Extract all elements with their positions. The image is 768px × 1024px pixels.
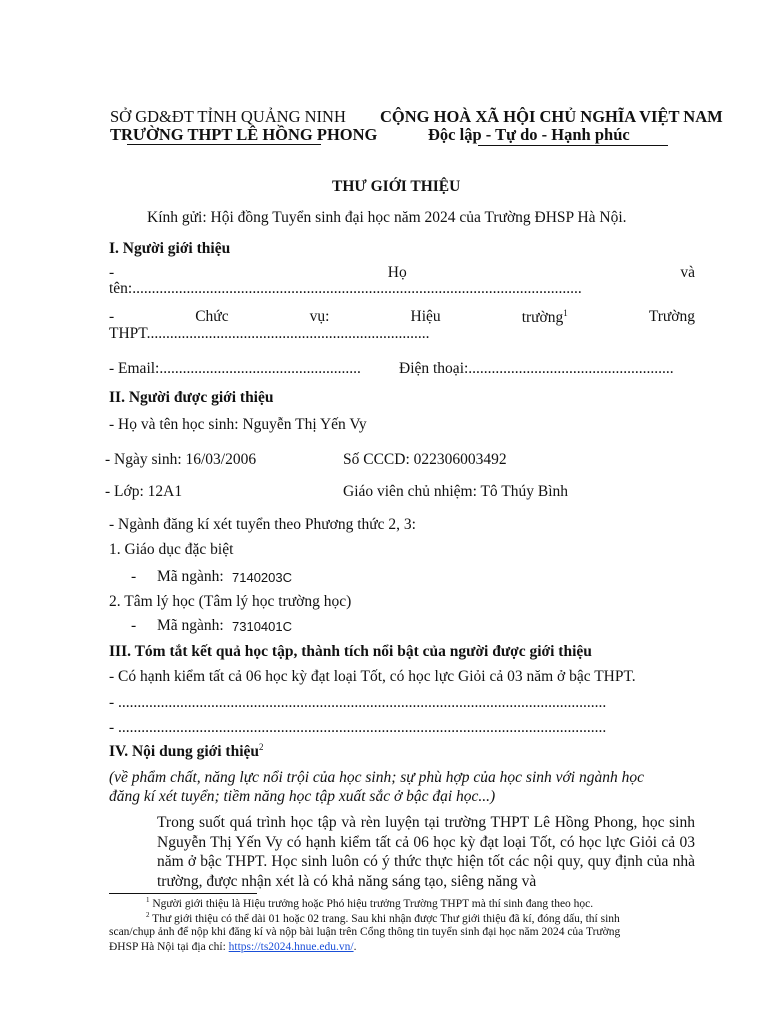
school-name: TRƯỜNG THPT LÊ HỒNG PHONG [110, 125, 378, 144]
major-2-name: 2. Tâm lý học (Tâm lý học trường học) [109, 593, 352, 610]
letter-title: THƯ GIỚI THIỆU [332, 178, 461, 195]
footnote-1: $^1$ Người giới thiệu là Hiệu trưởng hoặc Phó hiệu trưởng Trường THPT mà thí sinh đang theo học. [146, 896, 594, 910]
majors-intro: - Ngành đăng kí xét tuyển theo Phương thức 2, 3: [109, 516, 416, 533]
student-id-card: Số CCCD: 022306003492 [343, 451, 507, 468]
achievement-line-3: - .............................................................................................................................. [109, 719, 607, 736]
department-name: SỞ GD&ĐT TỈNH QUẢNG NINH [110, 107, 346, 126]
major-1-dash: - [131, 568, 137, 585]
major-2-dash: - [131, 617, 137, 634]
name-dash: - [109, 264, 115, 281]
major-1-name: 1. Giáo dục đặc biệt [109, 541, 234, 558]
section-3-heading: III. Tóm tắt kết quả học tập, thành tích nổi bật của người được giới thiệu [109, 643, 592, 660]
section-4-note-line-2: đăng kí xét tuyển; tiềm năng học tập xuất sắc ở bậc đại học...) [109, 788, 496, 805]
major-2-code-label: Mã ngành: [157, 617, 224, 634]
name-word-va: và [680, 264, 695, 281]
footnote-2-line-1: $^2$ Thư giới thiệu có thể dài 01 hoặc 02 trang. Sau khi nhận được Thư giới thiệu đã kí, đóng dấu, thí sinh [146, 911, 620, 925]
student-name: - Họ và tên học sinh: Nguyễn Thị Yến Vy [109, 416, 367, 433]
student-class: - Lớp: 12A1 [105, 483, 183, 500]
homeroom-teacher: Giáo viên chủ nhiệm: Tô Thúy Bình [343, 483, 569, 500]
name-fill-line: tên:.................................................................................................................... [109, 280, 582, 297]
phone-field: Điện thoại:..................................................... [399, 360, 674, 377]
student-dob: - Ngày sinh: 16/03/2006 [105, 451, 257, 468]
footnote-separator [109, 893, 257, 894]
position-dash: - [109, 308, 115, 325]
major-2-code: 7310401C [232, 619, 292, 634]
position-word-hieu: Hiệu [410, 308, 441, 325]
achievement-line-1: - Có hạnh kiểm tất cả 06 học kỳ đạt loại Tốt, có học lực Giỏi cả 03 năm ở bậc THPT. [109, 668, 636, 685]
name-word-ho: Họ [387, 264, 407, 281]
footnote-2-line-3: ĐHSP Hà Nội tại địa chỉ: https://ts2024.hnue.edu.vn/. [109, 941, 357, 953]
section-4-note-line-1: (về phẩm chất, năng lực nổi trội của học sinh; sự phù hợp của học sinh với ngành học [109, 769, 644, 786]
national-motto: Độc lập - Tự do - Hạnh phúc [428, 125, 630, 144]
footnote-ref-1: 1 [563, 308, 568, 318]
school-name-underline [127, 144, 321, 145]
motto-underline [478, 145, 668, 146]
section-2-heading: II. Người được giới thiệu [109, 389, 274, 406]
position-word-truong: trường$^1$ [521, 308, 568, 327]
section-4-heading: IV. Nội dung giới thiệu$^2$ [109, 742, 264, 761]
section-1-heading: I. Người giới thiệu [109, 240, 231, 257]
position-fill-line: THPT......................................................................... [109, 325, 430, 343]
admission-portal-link[interactable]: https://ts2024.hnue.edu.vn/ [228, 941, 354, 953]
major-1-code: 7140203C [232, 570, 292, 585]
footnote-ref-2: 2 [259, 742, 264, 752]
email-field: - Email:.................................................... [109, 360, 361, 377]
major-1-code-label: Mã ngành: [157, 568, 224, 585]
position-word-vu: vụ: [309, 308, 330, 325]
referrer-position-field [109, 308, 695, 343]
recommendation-paragraph: Trong suốt quá trình học tập và rèn luyện tại trường THPT Lê Hồng Phong, học sinh Nguyễn Thị Yến Vy có hạnh kiểm tất cả 06 học kỳ đạt loại Tốt, có học lực Giỏi cả 03 năm ở bậc THPT. Học sinh luôn có ý thức thực hiện tốt các nội quy, quy định của nhà trường, được nhận xét là có khả năng sáng tạo, siêng năng và [157, 814, 695, 890]
footnote-2-line-2: scan/chụp ảnh để nộp khi đăng kí và nộp bài luận trên Cổng thông tin tuyển sinh đại học năm 2024 của Trường [109, 926, 621, 938]
referrer-name-field [109, 264, 695, 298]
position-word-chuc: Chức [195, 308, 229, 325]
salutation: Kính gửi: Hội đồng Tuyển sinh đại học năm 2024 của Trường ĐHSP Hà Nội. [147, 209, 627, 226]
achievement-line-2: - .............................................................................................................................. [109, 694, 607, 711]
national-title: CỘNG HOÀ XÃ HỘI CHỦ NGHĨA VIỆT NAM [380, 107, 723, 126]
position-word-truong-school: Trường [648, 308, 695, 325]
